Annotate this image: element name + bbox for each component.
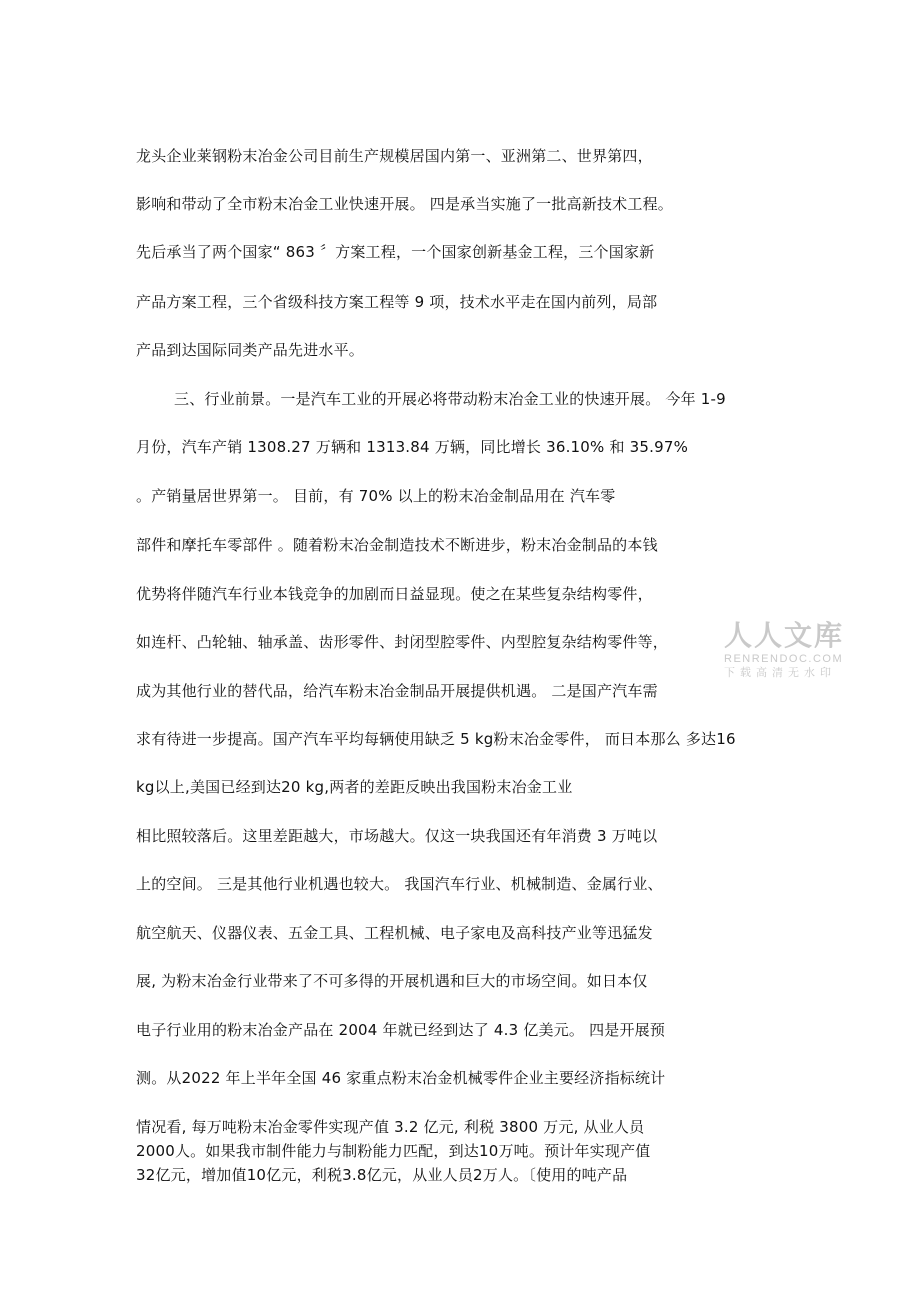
text-line: 成为其他行业的替代品，给汽车粉末冶金制品开展提供机遇。 二是国产汽车需 — [136, 682, 658, 700]
text-line: 2000人。如果我市制件能力与制粉能力匹配，到达10万吨。预计年实现产值 — [136, 1142, 651, 1160]
text-line: 先后承当了两个国家“ 863 〞方案工程，一个国家创新基金工程，三个国家新 — [136, 243, 655, 261]
text-line: 相比照较落后。这里差距越大，市场越大。仅这一块我国还有年消费 3 万吨以 — [136, 827, 658, 845]
text-line: 32亿元，增加值10亿元，利税3.8亿元，从业人员2万人。〔使用的吨产品 — [136, 1166, 628, 1184]
text-line: 情况看, 每万吨粉末冶金零件实现产值 3.2 亿元, 利税 3800 万元, 从业人员 — [136, 1118, 645, 1136]
watermark-title: 人人文库 — [724, 619, 845, 652]
text-line: 产品方案工程，三个省级科技方案工程等 9 项，技术水平走在国内前列，局部 — [136, 293, 658, 311]
text-line: 龙头企业莱钢粉末冶金公司目前生产规模居国内第一、亚洲第二、世界第四， — [136, 147, 653, 165]
text-line: kg以上,美国已经到达20 kg,两者的差距反映出我国粉末冶金工业 — [136, 778, 573, 796]
text-line: 优势将伴随汽车行业本钱竞争的加剧而日益显现。使之在某些复杂结构零件， — [136, 585, 653, 603]
text-line: 产品到达国际同类产品先进水平。 — [136, 341, 365, 359]
paragraph-start-line: 三、行业前景。一是汽车工业的开展必将带动粉末冶金工业的快速开展。 今年 1-9 — [174, 390, 726, 408]
text-line: 月份，汽车产销 1308.27 万辆和 1313.84 万辆，同比增长 36.10% 和 35.97% — [136, 438, 689, 456]
text-line: 测。从2022 年上半年全国 46 家重点粉末冶金机械零件企业主要经济指标统计 — [136, 1069, 666, 1087]
text-line: 。产销量居世界第一。 目前，有 70% 以上的粉末冶金制品用在 汽车零 — [136, 487, 616, 505]
text-line: 影响和带动了全市粉末冶金工业快速开展。 四是承当实施了一批高新技术工程。 — [136, 195, 673, 213]
watermark-subtitle: 下载高清无水印 — [724, 666, 836, 679]
text-line: 航空航天、仪器仪表、五金工具、工程机械、电子家电及高科技产业等迅猛发 — [136, 924, 653, 942]
text-line: 上的空间。 三是其他行业机遇也较大。 我国汽车行业、机械制造、金属行业、 — [136, 875, 663, 893]
text-line: 求有待进一步提高。国产汽车平均每辆使用缺乏 5 kg粉末冶金零件， 而日本那么 多达16 — [136, 730, 736, 748]
watermark-url: RENRENDOC.COM — [724, 653, 844, 665]
text-line: 电子行业用的粉末冶金产品在 2004 年就已经到达了 4.3 亿美元。 四是开展预 — [136, 1021, 666, 1039]
watermark — [724, 620, 874, 690]
text-line: 部件和摩托车零部件 。随着粉末冶金制造技术不断进步，粉末冶金制品的本钱 — [136, 536, 658, 554]
text-line: 如连杆、凸轮轴、轴承盖、齿形零件、封闭型腔零件、内型腔复杂结构零件等， — [136, 633, 669, 651]
text-line: 展, 为粉末冶金行业带来了不可多得的开展机遇和巨大的市场空间。如日本仅 — [136, 972, 648, 990]
